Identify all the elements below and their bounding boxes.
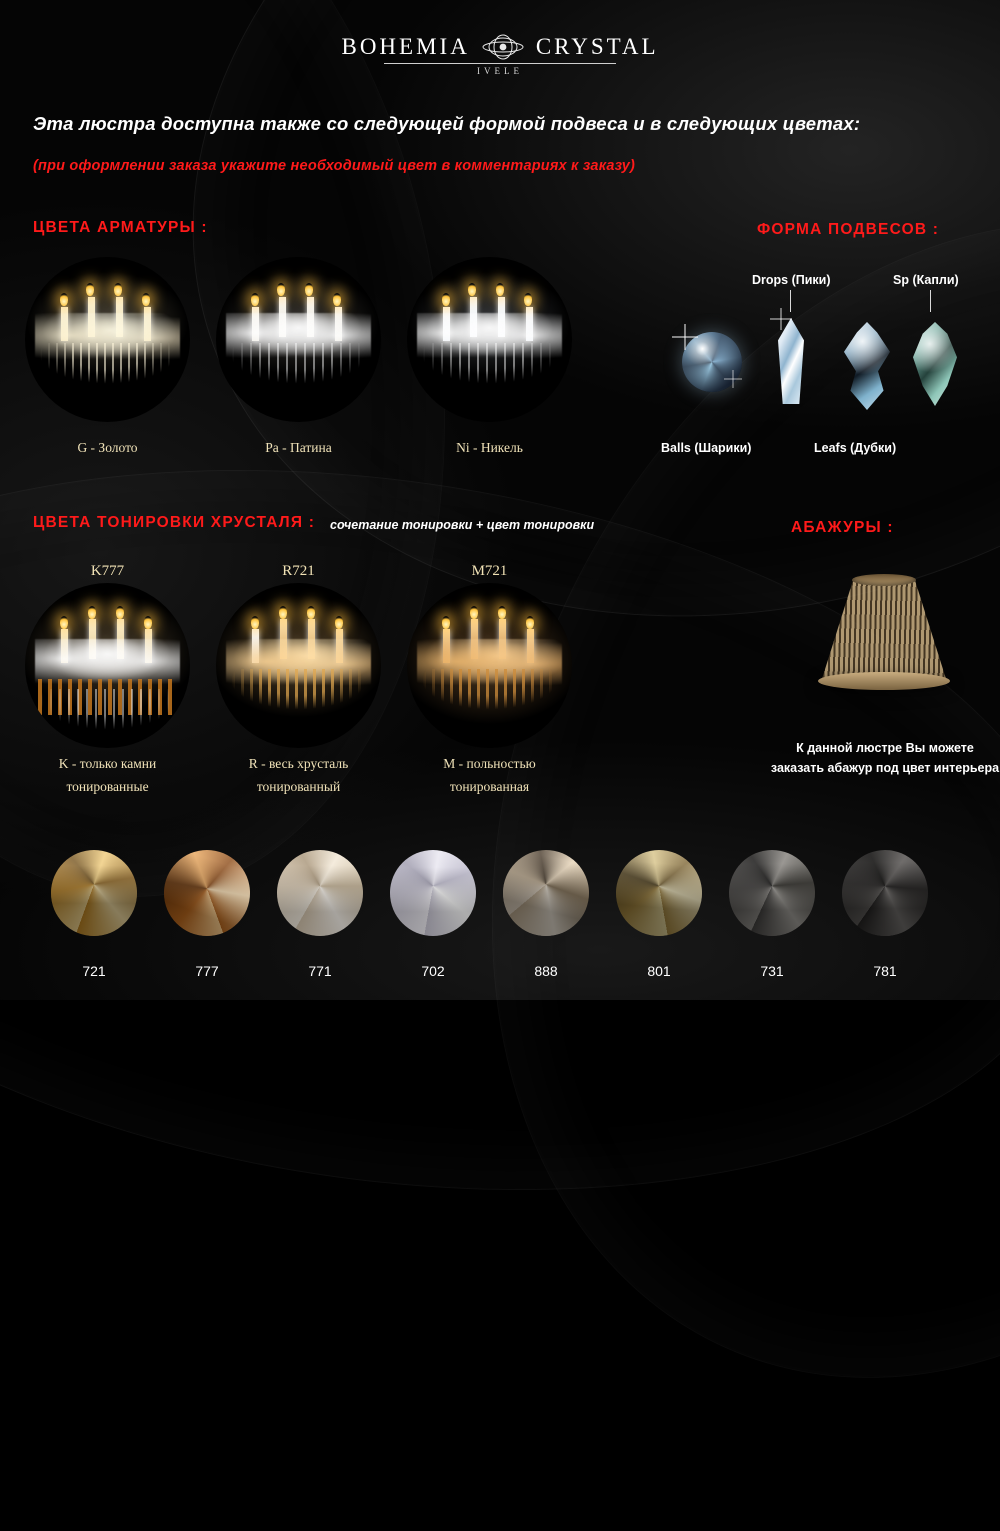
armature-caption-patina: Pa - Патина (265, 440, 332, 455)
gem-code-777: 777 (195, 963, 219, 979)
brand-name-left: BOHEMIA (341, 34, 470, 59)
pendant-label-drops: Drops (Пики) (752, 273, 831, 287)
armature-image-gold (25, 257, 190, 422)
gem-code-888: 888 (534, 963, 558, 979)
lampshade-icon (821, 578, 947, 682)
tint-caption-m721 (387, 752, 592, 798)
tint-caption-line2: тонированная (449, 779, 530, 794)
gem-swatch-702 (390, 850, 476, 936)
gem-swatch-888 (503, 850, 589, 936)
tint-code-m721: M721 (471, 563, 508, 579)
armature-image-patina (216, 257, 381, 422)
lampshade-note-line2: заказать абажур под цвет интерьера (770, 761, 1000, 775)
section-title-pendants: ФОРМА ПОДВЕСОВ : (757, 221, 940, 238)
pendant-leader-line (930, 290, 931, 312)
gem-code-771: 771 (308, 963, 332, 979)
gem-swatch-731 (729, 850, 815, 936)
armature-caption-gold: G - Золото (77, 440, 138, 455)
gem-code-702: 702 (421, 963, 445, 979)
tint-image-k777 (25, 583, 190, 748)
gem-swatch-721 (51, 850, 137, 936)
tint-caption-r721 (196, 752, 401, 798)
tint-caption-line2: тонированный (256, 779, 341, 794)
page-title: Эта люстра доступна также со следующей формой подвеса и в следующих цветах: (33, 113, 861, 134)
section-title-armature: ЦВЕТА АРМАТУРЫ : (33, 219, 208, 236)
tint-caption-line1: R - весь хрусталь (248, 756, 349, 771)
lampshade-top-ring (852, 574, 916, 586)
pendant-label-balls: Balls (Шарики) (661, 441, 752, 455)
tint-code-r721: R721 (282, 563, 315, 579)
brand-name-right: CRYSTAL (535, 34, 659, 59)
sp-pendant-icon (905, 316, 965, 412)
page-subtitle: (при оформлении заказа укажите необходимый цвет в комментариях к заказу) (33, 158, 636, 174)
tint-caption-line2: тонированные (66, 779, 149, 794)
gem-swatch-781 (842, 850, 928, 936)
drop-pendant-icon (764, 312, 818, 412)
gem-swatch-777 (164, 850, 250, 936)
tint-image-r721 (216, 583, 381, 748)
brand-sub: IVELE (477, 66, 523, 76)
crystal-emblem-icon (480, 34, 526, 60)
tint-code-k777: K777 (90, 563, 125, 579)
logo-divider (384, 63, 616, 64)
pendant-label-sp: Sp (Капли) (893, 273, 959, 287)
lampshade-bottom-ring (818, 672, 950, 690)
tint-caption-k777 (5, 752, 210, 798)
tint-caption-line1: K - только камни (58, 756, 157, 771)
leaf-pendant-icon (836, 316, 900, 416)
section-title-shades: АБАЖУРЫ : (791, 519, 894, 536)
decorative-swoosh (0, 0, 513, 943)
gem-code-731: 731 (760, 963, 784, 979)
pendant-label-leafs: Leafs (Дубки) (814, 441, 897, 455)
lampshade-note (690, 738, 1000, 778)
section-note-tint: сочетание тонировки + цвет тонировки (330, 518, 595, 532)
gem-code-801: 801 (647, 963, 671, 979)
armature-image-nickel (407, 257, 572, 422)
tint-caption-line1: M - польностью (443, 756, 536, 771)
brand-logo (0, 34, 1000, 76)
armature-caption-nickel: Ni - Никель (456, 440, 523, 455)
lampshade-note-line1: К данной люстре Вы можете (796, 741, 974, 755)
pendant-leader-line (790, 290, 791, 312)
gem-swatch-771 (277, 850, 363, 936)
tint-image-m721 (407, 583, 572, 748)
gem-swatch-801 (616, 850, 702, 936)
ball-pendant-icon (676, 326, 748, 398)
gem-code-781: 781 (873, 963, 897, 979)
gem-code-721: 721 (82, 963, 106, 979)
section-title-tint: ЦВЕТА ТОНИРОВКИ ХРУСТАЛЯ : (33, 514, 316, 531)
